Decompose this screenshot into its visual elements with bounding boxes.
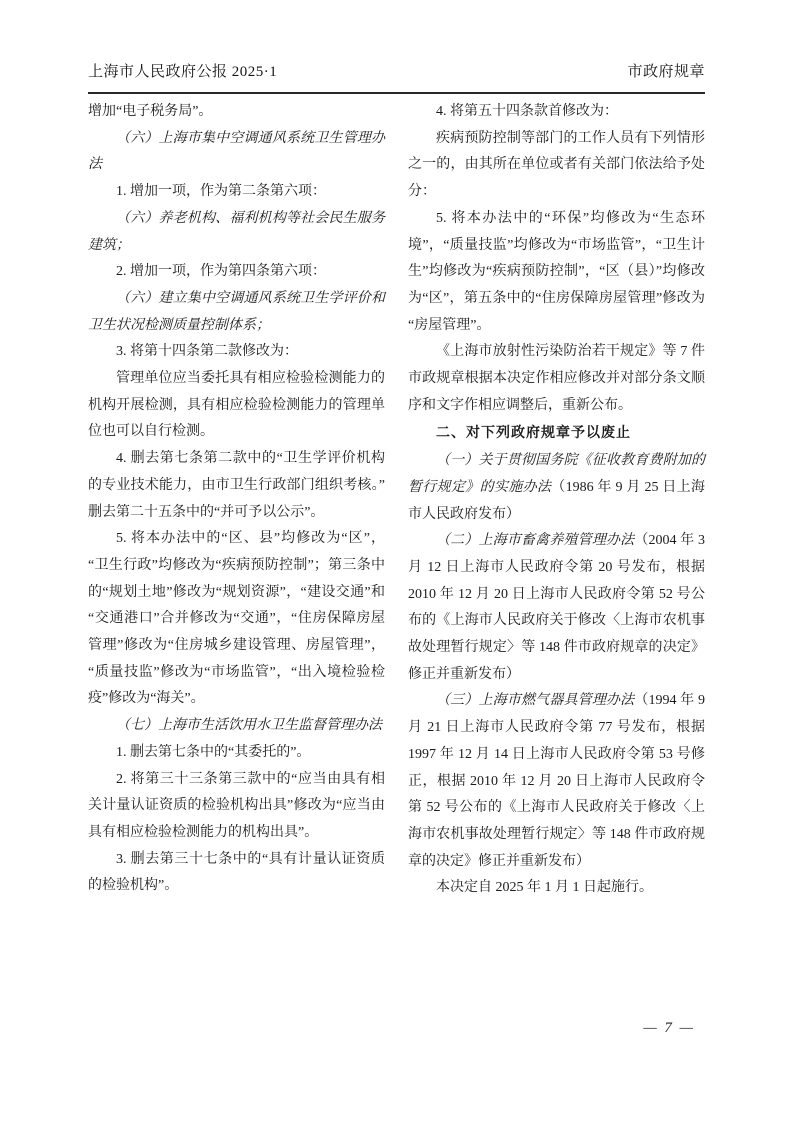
text-segment-normal: （1986 年 9 月 25 日上海市人民政府发布） <box>408 479 705 522</box>
page-footer <box>643 1020 695 1037</box>
paragraph <box>408 419 705 448</box>
paragraph <box>408 688 705 875</box>
paragraph <box>88 446 385 526</box>
paragraph <box>408 875 705 902</box>
text-segment-normal: 1. 删去第七条中的“其委托的”。 <box>116 744 311 760</box>
paragraph <box>88 339 385 366</box>
text-segment-normal: （1994 年 9 月 21 日上海市人民政府令第 77 号发布，根据 1997 年 12 月 14 日上海市人民政府令第 53 号修正，根据 2010 年 12 月 20 日上海市人民政府令第 52 号公布的《上海市人民政府关于修改〈上海市农机事故处理暂行规定〉等 148 件市政府规章的决定》修正并重新发布） <box>408 693 706 869</box>
paragraph <box>408 339 705 419</box>
text-segment-kai: （七）上海市生活饮用水卫生监督管理办法 <box>116 718 382 734</box>
document-body <box>88 99 705 902</box>
text-segment-normal: 1. 增加一项，作为第二条第六项： <box>116 184 326 200</box>
paragraph <box>88 713 385 740</box>
text-segment-normal: 2. 增加一项，作为第四条第六项： <box>116 264 326 280</box>
page-number: — 7 — <box>643 1020 695 1036</box>
paragraph <box>88 740 385 767</box>
text-segment-normal: 5. 将本办法中的“环保”均修改为“生态环境”，“质量技监”均修改为“市场监管”，“卫生计生”均修改为“疾病预防控制”，“区（县）”均修改为“区”，第五条中的“住房保障房屋管理”修改为“房屋管理”。 <box>408 210 705 333</box>
text-segment-bold: 二、对下列政府规章予以废止 <box>436 424 631 441</box>
text-segment-normal: 3. 删去第三十七条中的“具有计量认证资质的检验机构”。 <box>88 851 385 894</box>
header-rule <box>88 92 705 94</box>
paragraph <box>88 206 385 259</box>
text-segment-normal: 2. 将第三十三条第三款中的“应当由具有相关计量认证资质的检验机构出具”修改为“应当由具有相应检验检测能力的机构出具”。 <box>88 771 385 840</box>
paragraph <box>408 206 705 340</box>
text-segment-kai: （二）上海市畜禽养殖管理办法 <box>436 533 635 549</box>
paragraph <box>408 528 705 688</box>
text-segment-normal: 4. 删去第七条第二款中的“卫生学评价机构的专业技术能力，由市卫生行政部门组织考核。”删去第二十五条中的“并可予以公示”。 <box>88 451 385 520</box>
paragraph <box>408 99 705 126</box>
text-segment-kai: （六）建立集中空调通风系统卫生学评价和卫生状况检测质量控制体系； <box>88 290 385 333</box>
gazette-title: 上海市人民政府公报 2025·1 <box>88 64 278 80</box>
text-segment-normal: （2004 年 3 月 12 日上海市人民政府令第 20 号发布，根据 2010 年 12 月 20 日上海市人民政府令第 52 号公布的《上海市人民政府关于修改〈上海市农机事故处理暂行规定〉等 148 件市政府规章的决定》修正并重新发布） <box>408 533 706 682</box>
page-header <box>88 60 705 81</box>
paragraph <box>88 126 385 179</box>
text-segment-normal: 管理单位应当委托具有相应检验检测能力的机构开展检测，具有相应检验检测能力的管理单位也可以自行检测。 <box>88 371 385 440</box>
text-segment-kai: （三）上海市燃气器具管理办法 <box>436 693 635 709</box>
paragraph <box>88 99 385 126</box>
left-text-column <box>88 99 385 902</box>
text-segment-normal: 《上海市放射性污染防治若干规定》等 7 件市政规章根据本决定作相应修改并对部分条文顺序和文字作相应调整后，重新公布。 <box>408 344 705 413</box>
paragraph <box>88 179 385 206</box>
paragraph <box>408 448 705 528</box>
paragraph <box>88 366 385 446</box>
paragraph <box>88 286 385 339</box>
text-segment-normal: 5. 将本办法中的“区、县”均修改为“区”，“卫生行政”均修改为“疾病预防控制”；第三条中的“规划土地”修改为“规划资源”，“建设交通”和“交通港口”合并修改为“交通”，“住房保障房屋管理”修改为“住房城乡建设管理、房屋管理”，“质量技监”修改为“市场监管”，“出入境检验检疫”修改为“海关”。 <box>88 531 385 707</box>
text-segment-normal: 本决定自 2025 年 1 月 1 日起施行。 <box>436 880 653 896</box>
paragraph <box>88 526 385 713</box>
text-segment-normal: 增加“电子税务局”。 <box>88 104 213 119</box>
paragraph <box>88 259 385 286</box>
text-segment-normal: 疾病预防控制等部门的工作人员有下列情形之一的，由其所在单位或者有关部门依法给予处分： <box>408 130 705 200</box>
text-segment-kai: （六）上海市集中空调通风系统卫生管理办法 <box>88 130 385 173</box>
section-label: 市政府规章 <box>627 64 705 80</box>
paragraph <box>88 847 385 900</box>
paragraph <box>408 126 705 206</box>
text-segment-normal: 3. 将第十四条第二款修改为： <box>116 344 298 360</box>
right-text-column <box>408 99 705 902</box>
text-segment-normal: 4. 将第五十四条款首修改为： <box>436 104 618 119</box>
text-segment-kai: （六）养老机构、福利机构等社会民生服务建筑； <box>88 210 385 253</box>
paragraph <box>88 767 385 847</box>
text-segment-kai: （一）关于贯彻国务院《征收教育费附加的暂行规定》的实施办法 <box>408 453 705 495</box>
